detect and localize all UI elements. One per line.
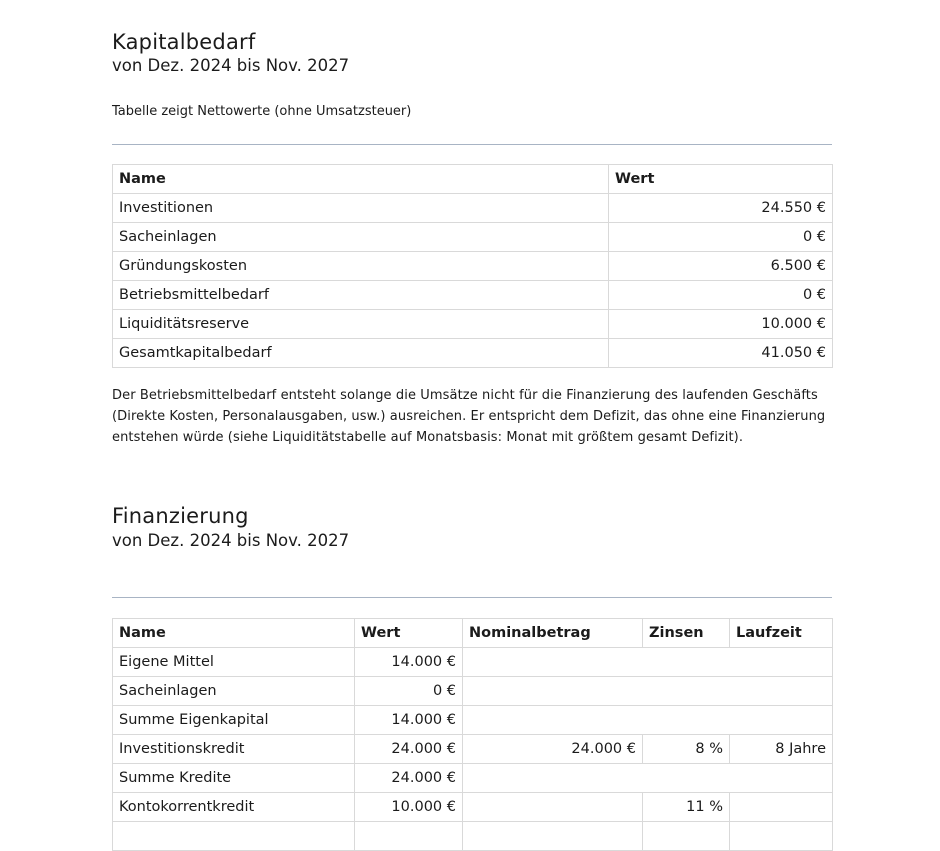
row-name: Investitionen	[113, 194, 609, 223]
kapitalbedarf-subtitle: von Dez. 2024 bis Nov. 2027	[112, 56, 350, 75]
row-laufzeit	[730, 793, 833, 822]
table-row	[113, 310, 833, 339]
finanzierung-table	[112, 618, 833, 851]
table-row	[113, 822, 833, 851]
table-row	[113, 677, 833, 706]
row-wert: 0 €	[609, 223, 833, 252]
table-row	[113, 648, 833, 677]
column-header-nominalbetrag: Nominalbetrag	[463, 619, 643, 648]
row-name: Summe Kredite	[113, 764, 355, 793]
table-row	[113, 281, 833, 310]
section-divider	[112, 144, 832, 145]
row-name: Eigene Mittel	[113, 648, 355, 677]
row-empty-span	[463, 677, 833, 706]
table-row	[113, 706, 833, 735]
row-wert: 10.000 €	[609, 310, 833, 339]
betriebsmittel-explanation: Der Betriebsmittelbedarf entsteht solange die Umsätze nicht für die Finanzierung des laufenden Geschäfts (Direkte Kosten, Personalausgaben, usw.) ausreichen. Er entspricht dem Defizit, das ohne eine Finanzierung entstehen würde (siehe Liquiditätstabelle auf Monatsbasis: Monat mit größtem gesamt Defizit).	[112, 388, 826, 445]
row-name: Sacheinlagen	[113, 223, 609, 252]
net-values-note: Tabelle zeigt Nettowerte (ohne Umsatzsteuer)	[112, 104, 412, 119]
column-header-zinsen: Zinsen	[643, 619, 730, 648]
column-header-name: Name	[113, 619, 355, 648]
row-name: Betriebsmittelbedarf	[113, 281, 609, 310]
column-header-wert: Wert	[355, 619, 463, 648]
row-zinsen: 8 %	[643, 735, 730, 764]
table-header-row	[113, 165, 833, 194]
row-empty-span	[463, 764, 833, 793]
row-laufzeit: 8 Jahre	[730, 735, 833, 764]
row-empty-span	[463, 706, 833, 735]
row-nominalbetrag: 24.000 €	[463, 735, 643, 764]
table-row	[113, 764, 833, 793]
section-divider	[112, 597, 832, 598]
row-wert: 0 €	[609, 281, 833, 310]
row-name	[113, 822, 355, 851]
row-wert: 24.000 €	[355, 735, 463, 764]
row-name: Gesamtkapitalbedarf	[113, 339, 609, 368]
row-wert: 0 €	[355, 677, 463, 706]
table-row	[113, 223, 833, 252]
table-row	[113, 194, 833, 223]
row-wert	[355, 822, 463, 851]
row-nominalbetrag	[463, 793, 643, 822]
row-name: Summe Eigenkapital	[113, 706, 355, 735]
column-header-wert: Wert	[609, 165, 833, 194]
kapitalbedarf-table	[112, 164, 833, 368]
row-wert: 10.000 €	[355, 793, 463, 822]
row-empty-span	[463, 648, 833, 677]
row-wert: 41.050 €	[609, 339, 833, 368]
finanzierung-subtitle: von Dez. 2024 bis Nov. 2027	[112, 531, 350, 550]
finanzierung-title: Finanzierung	[112, 504, 249, 528]
row-wert: 14.000 €	[355, 648, 463, 677]
column-header-name: Name	[113, 165, 609, 194]
row-name: Liquiditätsreserve	[113, 310, 609, 339]
row-wert: 24.550 €	[609, 194, 833, 223]
row-laufzeit	[730, 822, 833, 851]
row-name: Sacheinlagen	[113, 677, 355, 706]
row-zinsen	[643, 822, 730, 851]
kapitalbedarf-title: Kapitalbedarf	[112, 30, 256, 54]
row-name: Investitionskredit	[113, 735, 355, 764]
table-row	[113, 735, 833, 764]
table-header-row	[113, 619, 833, 648]
row-zinsen: 11 %	[643, 793, 730, 822]
row-wert: 6.500 €	[609, 252, 833, 281]
row-name: Gründungskosten	[113, 252, 609, 281]
column-header-laufzeit: Laufzeit	[730, 619, 833, 648]
table-row	[113, 339, 833, 368]
row-wert: 14.000 €	[355, 706, 463, 735]
row-name: Kontokorrentkredit	[113, 793, 355, 822]
table-row	[113, 793, 833, 822]
row-nominalbetrag	[463, 822, 643, 851]
table-row	[113, 252, 833, 281]
row-wert: 24.000 €	[355, 764, 463, 793]
